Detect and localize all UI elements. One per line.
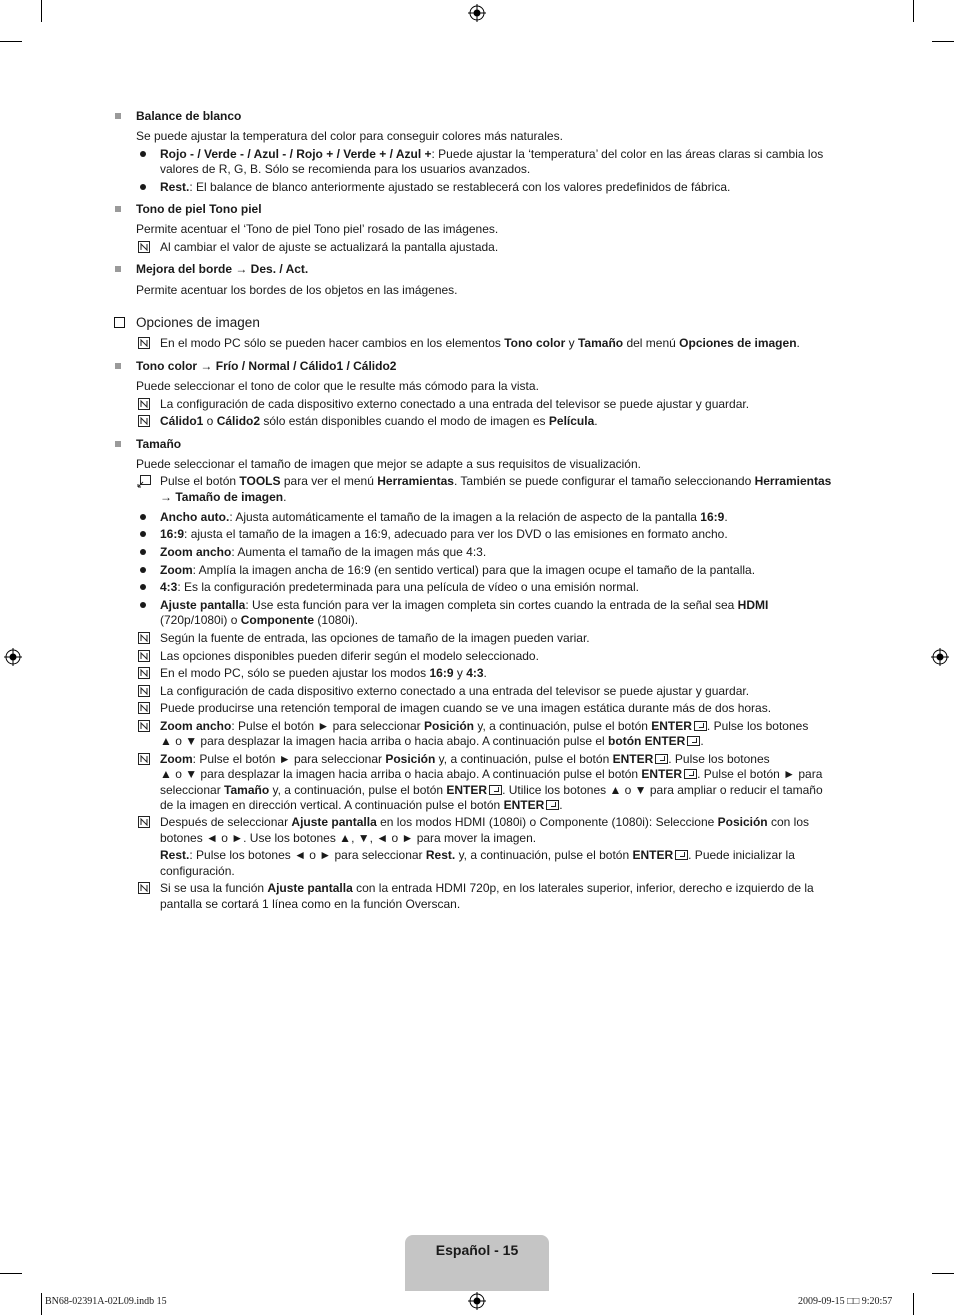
section-title: Balance de blanco: [136, 109, 242, 123]
enter-icon: [684, 769, 697, 779]
note-icon: [138, 685, 150, 697]
enter-icon: [546, 800, 559, 810]
note-icon: [138, 882, 150, 894]
checkbox-heading-icon: [114, 317, 125, 328]
section-desc: Puede seleccionar el tamaño de imagen que mejor se adapte a sus requisitos de visualización.: [136, 457, 641, 471]
bullet-dot-icon: [140, 602, 146, 608]
note-icon: [138, 720, 150, 732]
crop-mark: [932, 41, 954, 42]
crop-mark: [0, 41, 22, 42]
bullet-dot-icon: [140, 514, 146, 520]
note-icon: [138, 667, 150, 679]
note-text-cont: de la imagen en dirección vertical. A continuación pulse el botón ENTER .: [160, 798, 563, 812]
registration-mark-icon: [4, 648, 22, 666]
registration-mark-icon: [468, 1292, 486, 1310]
crop-mark: [41, 0, 42, 22]
bullet-dot-icon: [140, 584, 146, 590]
note-icon: [138, 337, 150, 349]
section-title: Tono de piel Tono piel: [136, 202, 262, 216]
list-item: 16:9: ajusta el tamaño de la imagen a 16:9, adecuado para ver los DVD o las emisiones en formato ancho.: [160, 527, 728, 541]
note-text: Cálido1 o Cálido2 sólo están disponibles cuando el modo de imagen es Película.: [160, 414, 598, 428]
section-title: Mejora del borde → Des. / Act.: [136, 262, 309, 276]
print-date-info: 2009-09-15 □□ 9:20:57: [798, 1296, 893, 1307]
heading: Opciones de imagen: [136, 315, 260, 330]
square-bullet-icon: [115, 113, 121, 119]
note-icon: [138, 816, 150, 828]
note-text-cont: seleccionar Tamaño y, a continuación, pulse el botón ENTER . Utilice los botones ▲ o ▼ para ampliar o reducir el tamaño: [160, 783, 823, 797]
note-text: Las opciones disponibles pueden diferir según el modelo seleccionado.: [160, 649, 539, 663]
crop-mark: [0, 1273, 22, 1274]
square-bullet-icon: [115, 363, 121, 369]
page-number: Español - 15: [435, 1242, 519, 1258]
bullet-dot-icon: [140, 531, 146, 537]
note-text: La configuración de cada dispositivo externo conectado a una entrada del televisor se puede ajustar y guardar.: [160, 684, 750, 698]
section-desc: Se puede ajustar la temperatura del color para conseguir colores más naturales.: [136, 129, 563, 143]
list-item: 4:3: Es la configuración predeterminada para una película de vídeo o una emisión normal.: [160, 580, 639, 594]
note-text: Zoom: Pulse el botón ► para seleccionar Posición y, a continuación, pulse el botón ENTER . Pulse los botones: [160, 752, 770, 766]
list-item: Ancho auto.: Ajusta automáticamente el tamaño de la imagen a la relación de aspecto de la pantalla 16:9.: [160, 510, 728, 524]
note-text: Al cambiar el valor de ajuste se actualizará la pantalla ajustada.: [160, 240, 499, 254]
crop-mark: [932, 1273, 954, 1274]
list-item-cont: valores de R, G, B. Sólo se recomienda para los usuarios avanzados.: [160, 162, 531, 176]
tools-icon: [137, 475, 151, 488]
note-text: Si se usa la función Ajuste pantalla con la entrada HDMI 720p, en los laterales superior, inferior, derecho e izquierdo de la: [160, 881, 814, 895]
note-text-cont: pantalla se cortará 1 línea como en la función Overscan.: [160, 897, 461, 911]
enter-icon: [675, 850, 688, 860]
list-item: Rest.: El balance de blanco anteriormente ajustado se restablecerá con los valores predefinidos de fábrica.: [160, 180, 731, 194]
note-icon: [138, 398, 150, 410]
enter-icon: [655, 754, 668, 764]
list-item: Zoom: Amplía la imagen ancha de 16:9 (en sentido vertical) para que la imagen ocupe el tamaño de la pantalla.: [160, 563, 756, 577]
registration-mark-icon: [468, 4, 486, 22]
list-item: Ajuste pantalla: Use esta función para ver la imagen completa sin cortes cuando la entrada de la señal sea HDMI: [160, 598, 769, 612]
note-text-cont: botones ◄ o ►. Use los botones ▲, ▼, ◄ o ► para mover la imagen.: [160, 831, 537, 845]
note-text-cont: configuración.: [160, 864, 235, 878]
crop-mark: [913, 0, 914, 22]
section-title: Tono color → Frío / Normal / Cálido1 / Cálido2: [136, 359, 397, 373]
crop-mark: [913, 1293, 914, 1315]
note-text: Zoom ancho: Pulse el botón ► para seleccionar Posición y, a continuación, pulse el botón ENTER . Pulse los botones: [160, 719, 809, 733]
square-bullet-icon: [115, 441, 121, 447]
square-bullet-icon: [115, 206, 121, 212]
list-item: Zoom ancho: Aumenta el tamaño de la imagen más que 4:3.: [160, 545, 487, 559]
note-text: Puede producirse una retención temporal de imagen cuando se ve una imagen estática durante más de dos horas.: [160, 701, 772, 715]
note-text: En el modo PC, sólo se pueden ajustar los modos 16:9 y 4:3.: [160, 666, 487, 680]
note-text-cont: Rest.: Pulse los botones ◄ o ► para seleccionar Rest. y, a continuación, pulse el botón ENTER . Puede inicializar la: [160, 848, 795, 862]
enter-icon: [687, 736, 700, 746]
bullet-dot-icon: [140, 567, 146, 573]
bullet-dot-icon: [140, 151, 146, 157]
section-desc: Permite acentuar el ‘Tono de piel Tono piel’ rosado de las imágenes.: [136, 222, 499, 236]
enter-icon: [694, 721, 707, 731]
note-text: La configuración de cada dispositivo externo conectado a una entrada del televisor se puede ajustar y guardar.: [160, 397, 750, 411]
crop-mark: [41, 1293, 42, 1315]
note-icon: [138, 632, 150, 644]
tools-note: Pulse el botón TOOLS para ver el menú Herramientas. También se puede configurar el tamaño seleccionando Herramientas: [160, 474, 832, 488]
note-icon: [138, 702, 150, 714]
note-text: Después de seleccionar Ajuste pantalla en los modos HDMI (1080i) o Componente (1080i): Seleccione Posición con los: [160, 815, 809, 829]
note-icon: [138, 415, 150, 427]
section-desc: Permite acentuar los bordes de los objetos en las imágenes.: [136, 283, 458, 297]
note-icon: [138, 650, 150, 662]
section-title: Tamaño: [136, 437, 182, 451]
note-text-cont: ▲ o ▼ para desplazar la imagen hacia arriba o hacia abajo. A continuación pulse el botón ENTER .: [160, 734, 704, 748]
registration-mark-icon: [931, 648, 949, 666]
print-file-info: BN68-02391A-02L09.indb 15: [45, 1296, 167, 1307]
note-text: Según la fuente de entrada, las opciones de tamaño de la imagen pueden variar.: [160, 631, 590, 645]
note-icon: [138, 753, 150, 765]
note-text-cont: ▲ o ▼ para desplazar la imagen hacia arriba o hacia abajo. A continuación pulse el botón ENTER . Pulse el botón ► para: [160, 767, 823, 781]
tools-note-cont: → Tamaño de imagen.: [160, 490, 287, 504]
enter-icon: [489, 785, 502, 795]
bullet-dot-icon: [140, 549, 146, 555]
note-icon: [138, 241, 150, 253]
square-bullet-icon: [115, 266, 121, 272]
bullet-dot-icon: [140, 184, 146, 190]
section-desc: Puede seleccionar el tono de color que le resulte más cómodo para la vista.: [136, 379, 539, 393]
list-item: Rojo - / Verde - / Azul - / Rojo + / Verde + / Azul +: Puede ajustar la ‘temperatura’ del color en las áreas claras si cambia los: [160, 147, 824, 161]
list-item-cont: (720p/1080i) o Componente (1080i).: [160, 613, 359, 627]
note-text: En el modo PC sólo se pueden hacer cambios en los elementos Tono color y Tamaño del menú Opciones de imagen.: [160, 336, 800, 350]
